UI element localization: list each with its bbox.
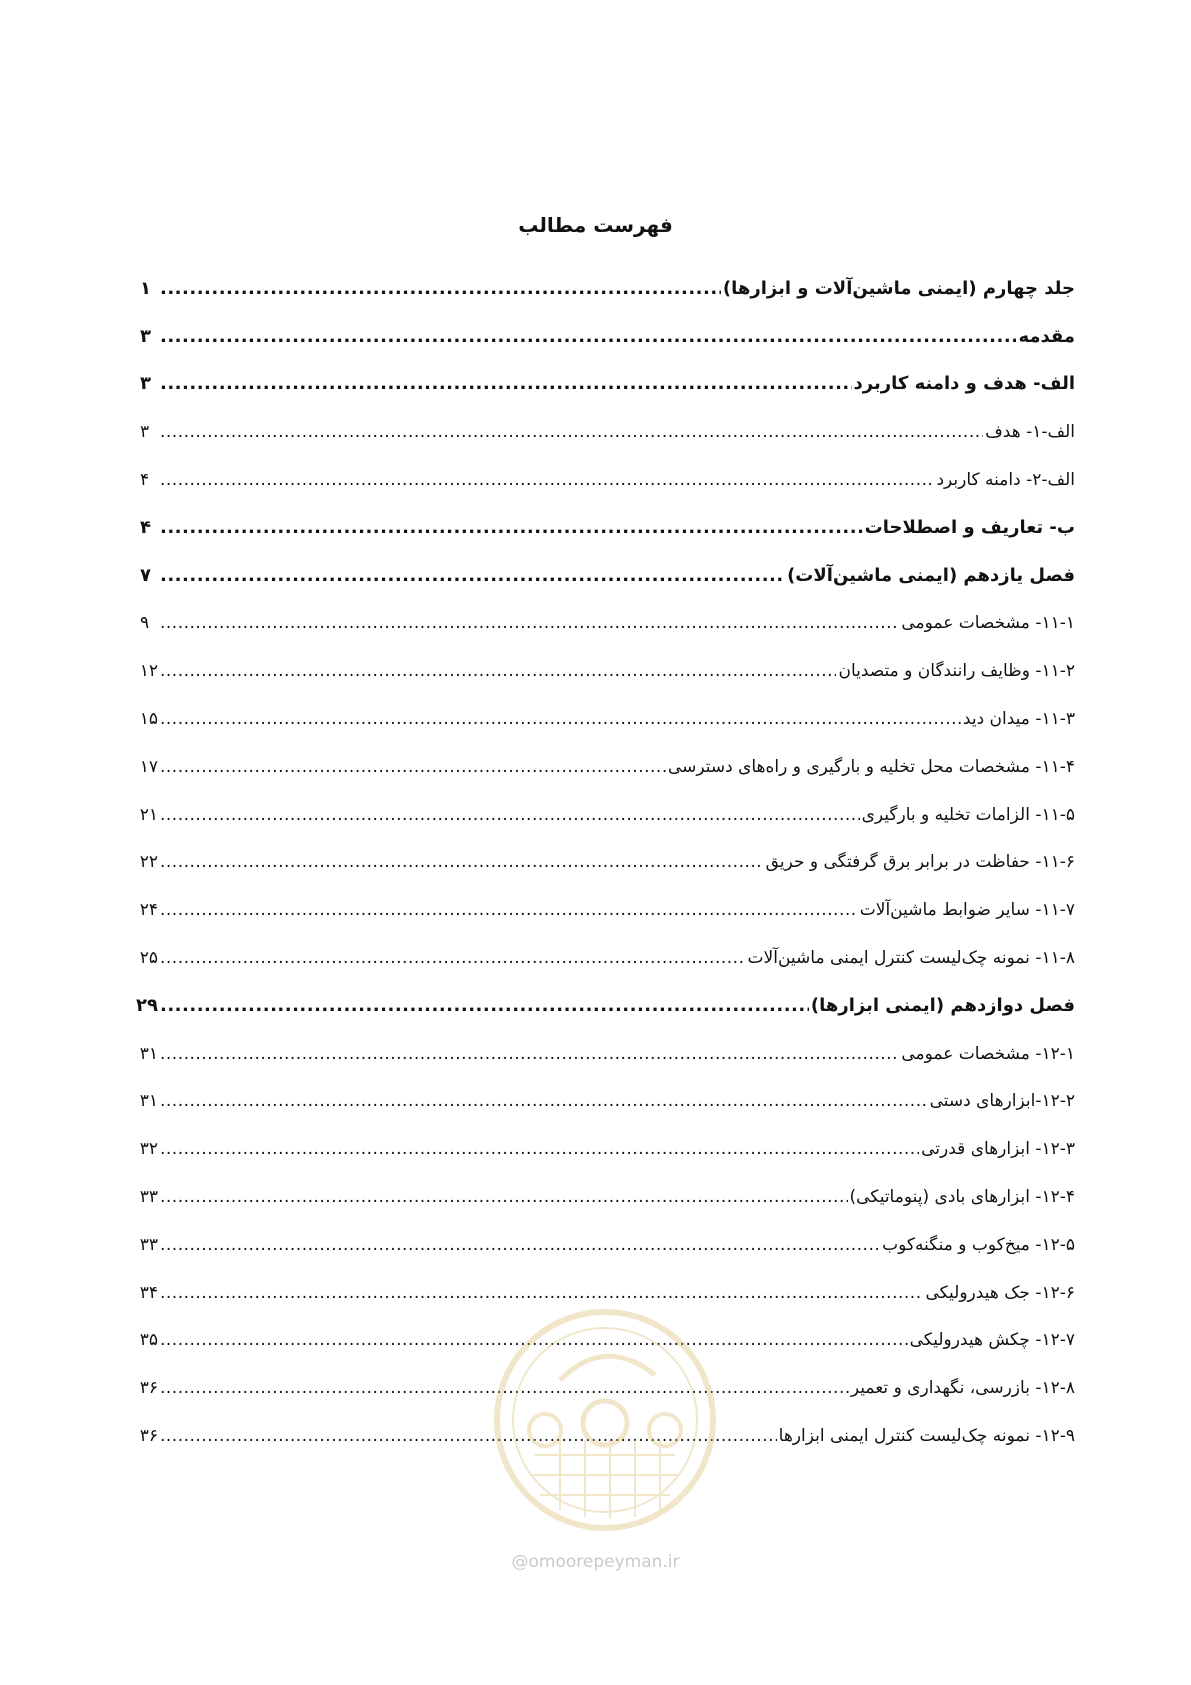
toc-entry-page-number: ۲۴ — [139, 900, 158, 921]
toc-entry[interactable] — [136, 983, 1075, 1031]
toc-entry-page-number: ۳۲ — [139, 1139, 158, 1160]
toc-entry[interactable] — [140, 1031, 1075, 1079]
toc-entry[interactable] — [140, 553, 1075, 601]
toc-entry-page-number: ۳۱ — [139, 1043, 158, 1064]
toc-entry[interactable] — [140, 648, 1075, 696]
toc-entry[interactable] — [140, 887, 1075, 935]
dot-leader — [160, 278, 721, 300]
toc-entry[interactable] — [140, 266, 1075, 314]
toc-entry-label: ۱۲-۲-ابزارهای دستی — [929, 1091, 1075, 1112]
toc-entry-label: فصل یازدهم (ایمنی ماشین‌آلات) — [787, 564, 1075, 586]
toc-entry-label: ۱۲-۴- ابزارهای بادی (پنوماتیکی) — [849, 1186, 1075, 1207]
toc-entry-page-number: ۳۵ — [139, 1330, 158, 1351]
toc-entry-page-number: ۳۱ — [139, 1091, 158, 1112]
toc-entry-label: ۱۲-۷- چکش هیدرولیکی — [909, 1330, 1075, 1351]
toc-entry-page-number: ۳۳ — [139, 1186, 158, 1207]
watermark-logo — [490, 1305, 720, 1535]
dot-leader — [160, 995, 809, 1017]
toc-entry[interactable] — [140, 314, 1075, 362]
dot-leader — [160, 1138, 919, 1160]
toc-entry-label: ۱۲-۶- جک هیدرولیکی — [925, 1282, 1075, 1303]
dot-leader — [160, 1090, 928, 1112]
toc-entry-page-number: ۱۵ — [139, 708, 158, 729]
dot-leader — [160, 421, 983, 443]
toc-entry[interactable] — [140, 1126, 1075, 1174]
watermark-url: @omoorepeyman.ir — [511, 1552, 680, 1572]
toc-entry-page-number: ۳۶ — [139, 1425, 158, 1446]
dot-leader — [160, 660, 836, 682]
dot-leader — [160, 517, 863, 539]
toc-entry-label: ۱۱-۸- نمونه چک‌لیست کنترل ایمنی ماشین‌آلات — [747, 947, 1075, 968]
toc-entry[interactable] — [140, 935, 1075, 983]
toc-entry-page-number: ۷ — [140, 564, 151, 586]
toc-entry-page-number: ۴ — [140, 516, 151, 538]
dot-leader — [160, 1234, 880, 1256]
toc-entry-page-number: ۳۶ — [139, 1378, 158, 1399]
toc-entry[interactable] — [140, 696, 1075, 744]
toc-entry-page-number: ۲۱ — [139, 804, 158, 825]
toc-entry-page-number: ۱ — [140, 277, 151, 299]
toc-entry[interactable] — [140, 457, 1075, 505]
toc-entry[interactable] — [140, 744, 1075, 792]
dot-leader — [160, 1186, 848, 1208]
dot-leader — [160, 1282, 923, 1304]
toc-entry-label: ۱۲-۹- نمونه چک‌لیست کنترل ایمنی ابزارها — [778, 1425, 1075, 1446]
toc-entry-page-number: ۲۹ — [136, 994, 158, 1016]
dot-leader — [160, 565, 785, 587]
dot-leader — [160, 947, 746, 969]
toc-entry-label: مقدمه — [1018, 325, 1075, 347]
toc-entry-label: ۱۱-۲- وظایف رانندگان و متصدیان — [838, 661, 1075, 682]
toc-entry-label: ۱۱-۴- مشخصات محل تخلیه و بارگیری و راه‌های دسترسی — [667, 756, 1075, 777]
dot-leader — [160, 1043, 899, 1065]
toc-entry-page-number: ۳۴ — [139, 1282, 158, 1303]
toc-entry[interactable] — [140, 792, 1075, 840]
toc-entry[interactable] — [140, 409, 1075, 457]
toc-entry-page-number: ۳ — [140, 373, 151, 395]
toc-entry-label: ۱۱-۱- مشخصات عمومی — [901, 613, 1075, 634]
toc-entry[interactable] — [140, 1079, 1075, 1127]
dot-leader — [160, 851, 764, 873]
toc-entry[interactable] — [140, 1174, 1075, 1222]
dot-leader — [160, 899, 858, 921]
page-title: فهرست مطالب — [518, 213, 673, 237]
toc-entry-label: ۱۱-۳- میدان دید — [962, 708, 1075, 729]
toc-entry-label: فصل دوازدهم (ایمنی ابزارها) — [810, 994, 1075, 1016]
dot-leader — [160, 612, 899, 634]
dot-leader — [160, 804, 860, 826]
toc-entry-page-number: ۱۷ — [139, 756, 158, 777]
dot-leader — [160, 708, 961, 730]
toc-entry-label: ۱۲-۳- ابزارهای قدرتی — [921, 1139, 1075, 1160]
dot-leader — [160, 469, 934, 491]
toc-entry-label: ۱۱-۷- سایر ضوابط ماشین‌آلات — [859, 900, 1075, 921]
toc-entry-label: ۱۱-۵- الزامات تخلیه و بارگیری — [861, 804, 1075, 825]
toc-entry-page-number: ۱۲ — [139, 661, 158, 682]
dot-leader — [160, 326, 1016, 348]
toc-entry-label: الف- هدف و دامنه کاربرد — [853, 373, 1075, 395]
toc-entry-page-number: ۳ — [140, 422, 150, 443]
dot-leader — [160, 373, 852, 395]
toc-entry-label: ۱۲-۵- میخ‌کوب و منگنه‌کوب — [882, 1234, 1075, 1255]
dot-leader — [160, 756, 666, 778]
toc-entry-page-number: ۳۳ — [139, 1234, 158, 1255]
toc-entry-label: الف-۱- هدف — [985, 422, 1075, 443]
toc-entry-label: ۱۲-۱- مشخصات عمومی — [901, 1043, 1075, 1064]
toc-entry-label: ب- تعاریف و اصطلاحات — [864, 516, 1075, 538]
toc-entry-page-number: ۲۲ — [139, 852, 158, 873]
toc-entry-page-number: ۴ — [140, 469, 150, 490]
toc-entry-page-number: ۹ — [140, 613, 150, 634]
toc-entry[interactable] — [140, 840, 1075, 888]
toc-entry-page-number: ۳ — [140, 325, 151, 347]
toc-entry[interactable] — [140, 505, 1075, 553]
toc-entry-label: ۱۱-۶- حفاظت در برابر برق گرفتگی و حریق — [765, 852, 1075, 873]
toc-entry-label: ۱۲-۸- بازرسی، نگهداری و تعمیر — [850, 1378, 1075, 1399]
toc-entry[interactable] — [140, 601, 1075, 649]
table-of-contents — [136, 266, 1075, 1461]
toc-entry-page-number: ۲۵ — [139, 947, 158, 968]
toc-entry[interactable] — [140, 362, 1075, 410]
toc-entry[interactable] — [140, 1222, 1075, 1270]
toc-entry-label: جلد چهارم (ایمنی ماشین‌آلات و ابزارها) — [722, 277, 1075, 299]
toc-entry-label: الف-۲- دامنه کاربرد — [936, 469, 1075, 490]
